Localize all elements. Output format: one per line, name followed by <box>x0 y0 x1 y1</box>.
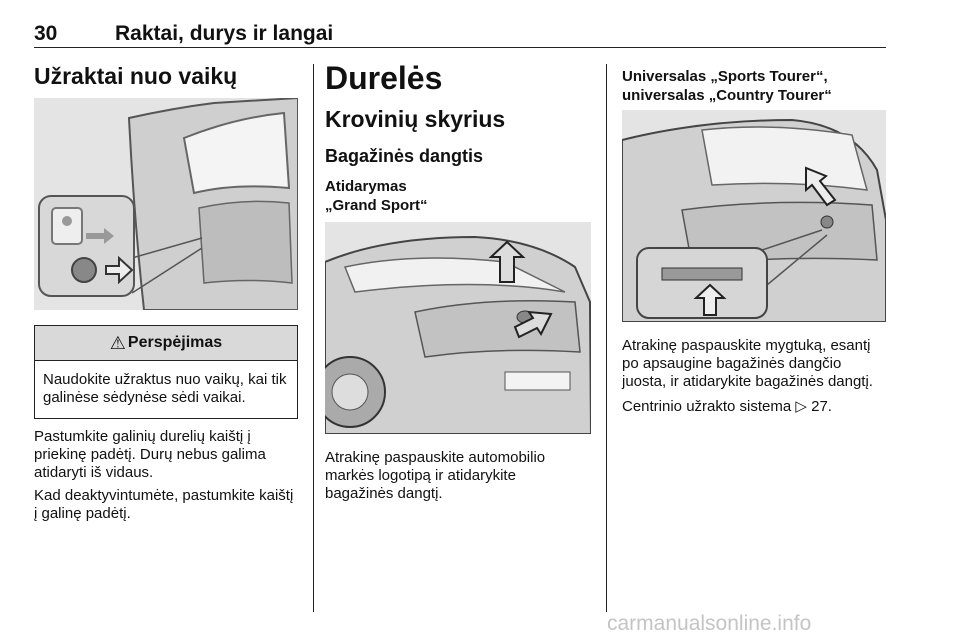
page-number: 30 <box>34 22 58 45</box>
warning-header <box>35 326 297 361</box>
heading-opening <box>325 177 428 215</box>
heading-doors: Durelės <box>325 60 443 96</box>
warning-title: Perspėjimas <box>127 334 223 351</box>
tourer-paragraph-1: Atrakinę paspauskite mygtuką, esantį po apsaugine bagažinės dangčio juosta, ir atidarykite bagažinės dangtį. <box>622 337 873 390</box>
warning-triangle-icon: ⚠ <box>109 332 126 353</box>
tourer-tailgate-illustration <box>622 110 886 322</box>
central-locking-text: Centrinio užrakto sistema <box>622 398 792 415</box>
grand-sport-paragraph: Atrakinę paspauskite automobilio markės logotipą ir atidarykite bagažinės dangtį. <box>325 449 546 502</box>
page-reference-icon: ▷ <box>795 398 807 415</box>
heading-tailgate: Bagažinės dangtis <box>325 146 484 166</box>
child-lock-paragraph-2: Kad deaktyvintumėte, pastumkite kaištį į galinę padėtį. <box>34 487 294 522</box>
column-divider-2 <box>606 64 607 612</box>
heading-sports-country-tourer <box>622 67 832 105</box>
grand-sport-tailgate-illustration <box>325 222 591 434</box>
heading-sports-tourer: Universalas „Sports Tourer“, <box>622 68 828 85</box>
column-divider-1 <box>313 64 314 612</box>
heading-load-compartment: Krovinių skyrius <box>325 106 506 132</box>
child-lock-illustration <box>34 98 298 310</box>
warning-box <box>34 325 298 419</box>
child-lock-paragraph-1: Pastumkite galinių durelių kaištį į priekinę padėtį. Durų nebus galima atidaryti iš vidaus. <box>34 428 266 481</box>
heading-opening-line1: Atidarymas <box>325 178 407 195</box>
chapter-title: Raktai, durys ir langai <box>115 22 334 45</box>
section-heading-child-locks: Užraktai nuo vaikų <box>34 63 238 89</box>
heading-grand-sport: „Grand Sport“ <box>325 197 428 214</box>
watermark: carmanualsonline.info <box>607 612 812 635</box>
warning-text: Naudokite užraktus nuo vaikų, kai tik galinėse sėdynėse sėdi vaikai. <box>43 371 287 406</box>
header-rule <box>34 47 886 48</box>
page-reference-link[interactable]: 27. <box>811 398 832 415</box>
heading-country-tourer: universalas „Country Tourer“ <box>622 87 832 104</box>
tourer-paragraph-2 <box>622 398 886 416</box>
